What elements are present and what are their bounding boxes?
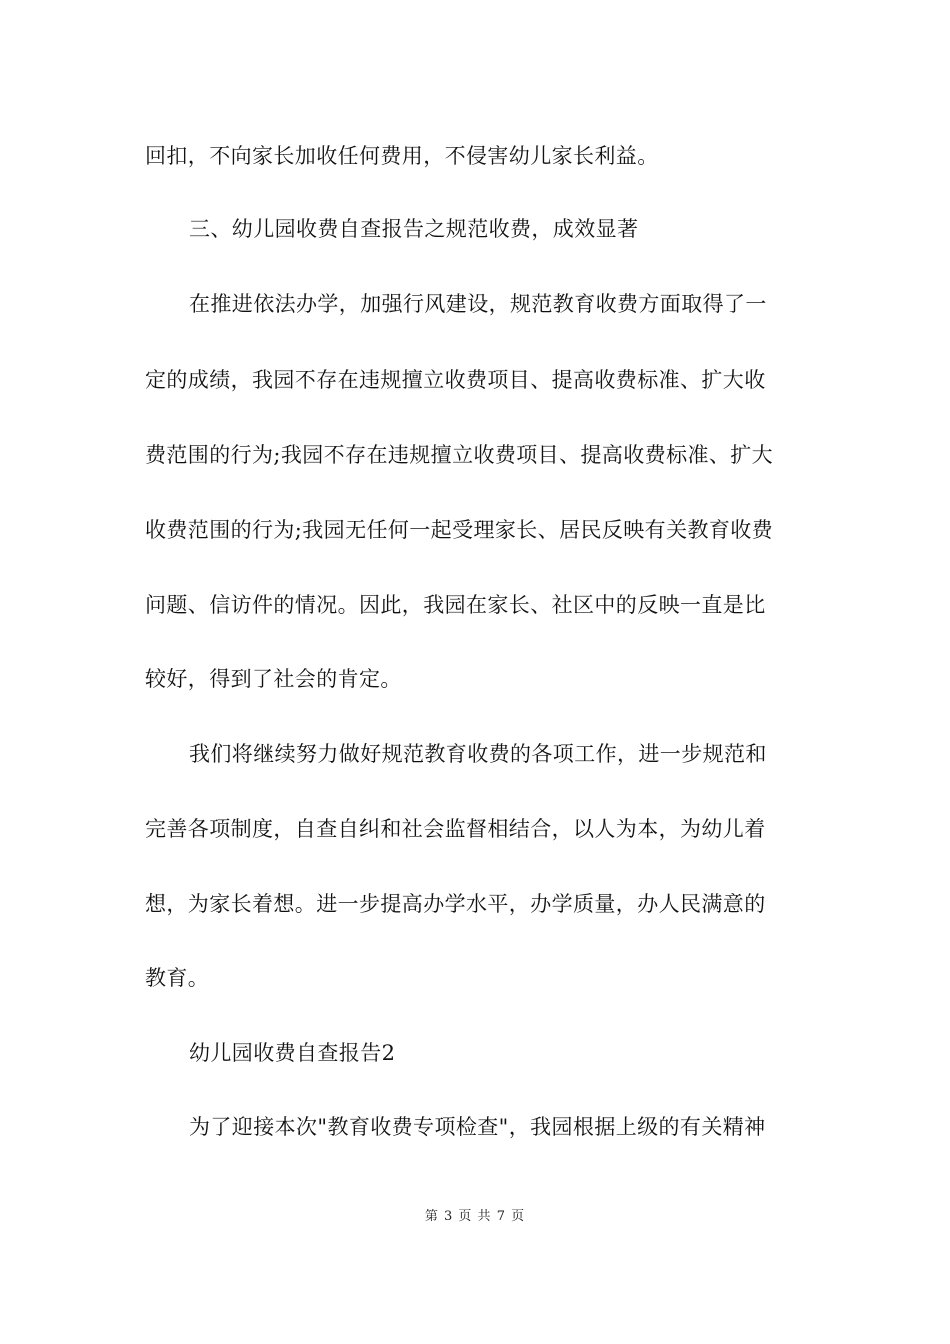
section-heading: 三、幼儿园收费自查报告之规范收费，成效显著 — [189, 217, 639, 241]
text-line-11: 想，为家长着想。进一步提高办学水平，办学质量，办人民满意的 — [145, 892, 766, 916]
text-line-9: 我们将继续努力做好规范教育收费的各项工作，进一步规范和 — [189, 742, 767, 766]
text-line-14: 为了迎接本次"教育收费专项检查"，我园根据上级的有关精神 — [189, 1115, 766, 1139]
text-line-10: 完善各项制度，自查自纠和社会监督相结合，以人为本，为幼儿着 — [145, 817, 766, 841]
text-line-8: 较好，得到了社会的肯定。 — [145, 667, 402, 691]
report-title: 幼儿园收费自查报告2 — [189, 1041, 396, 1065]
page-number: 第 3 页 共 7 页 — [424, 1209, 526, 1224]
text-line-5: 费范围的行为;我园不存在违规擅立收费项目、提高收费标准、扩大 — [145, 443, 774, 467]
text-line-1: 回扣，不向家长加收任何费用，不侵害幼儿家长利益。 — [145, 144, 659, 168]
text-line-3: 在推进依法办学，加强行风建设，规范教育收费方面取得了一 — [189, 292, 767, 316]
text-line-12: 教育。 — [145, 966, 210, 990]
text-line-6: 收费范围的行为;我园无任何一起受理家长、居民反映有关教育收费 — [145, 518, 774, 542]
page-footer — [0, 1208, 950, 1226]
text-line-4: 定的成绩，我园不存在违规擅立收费项目、提高收费标准、扩大收 — [145, 368, 766, 392]
text-line-7: 问题、信访件的情况。因此，我园在家长、社区中的反映一直是比 — [145, 593, 766, 617]
